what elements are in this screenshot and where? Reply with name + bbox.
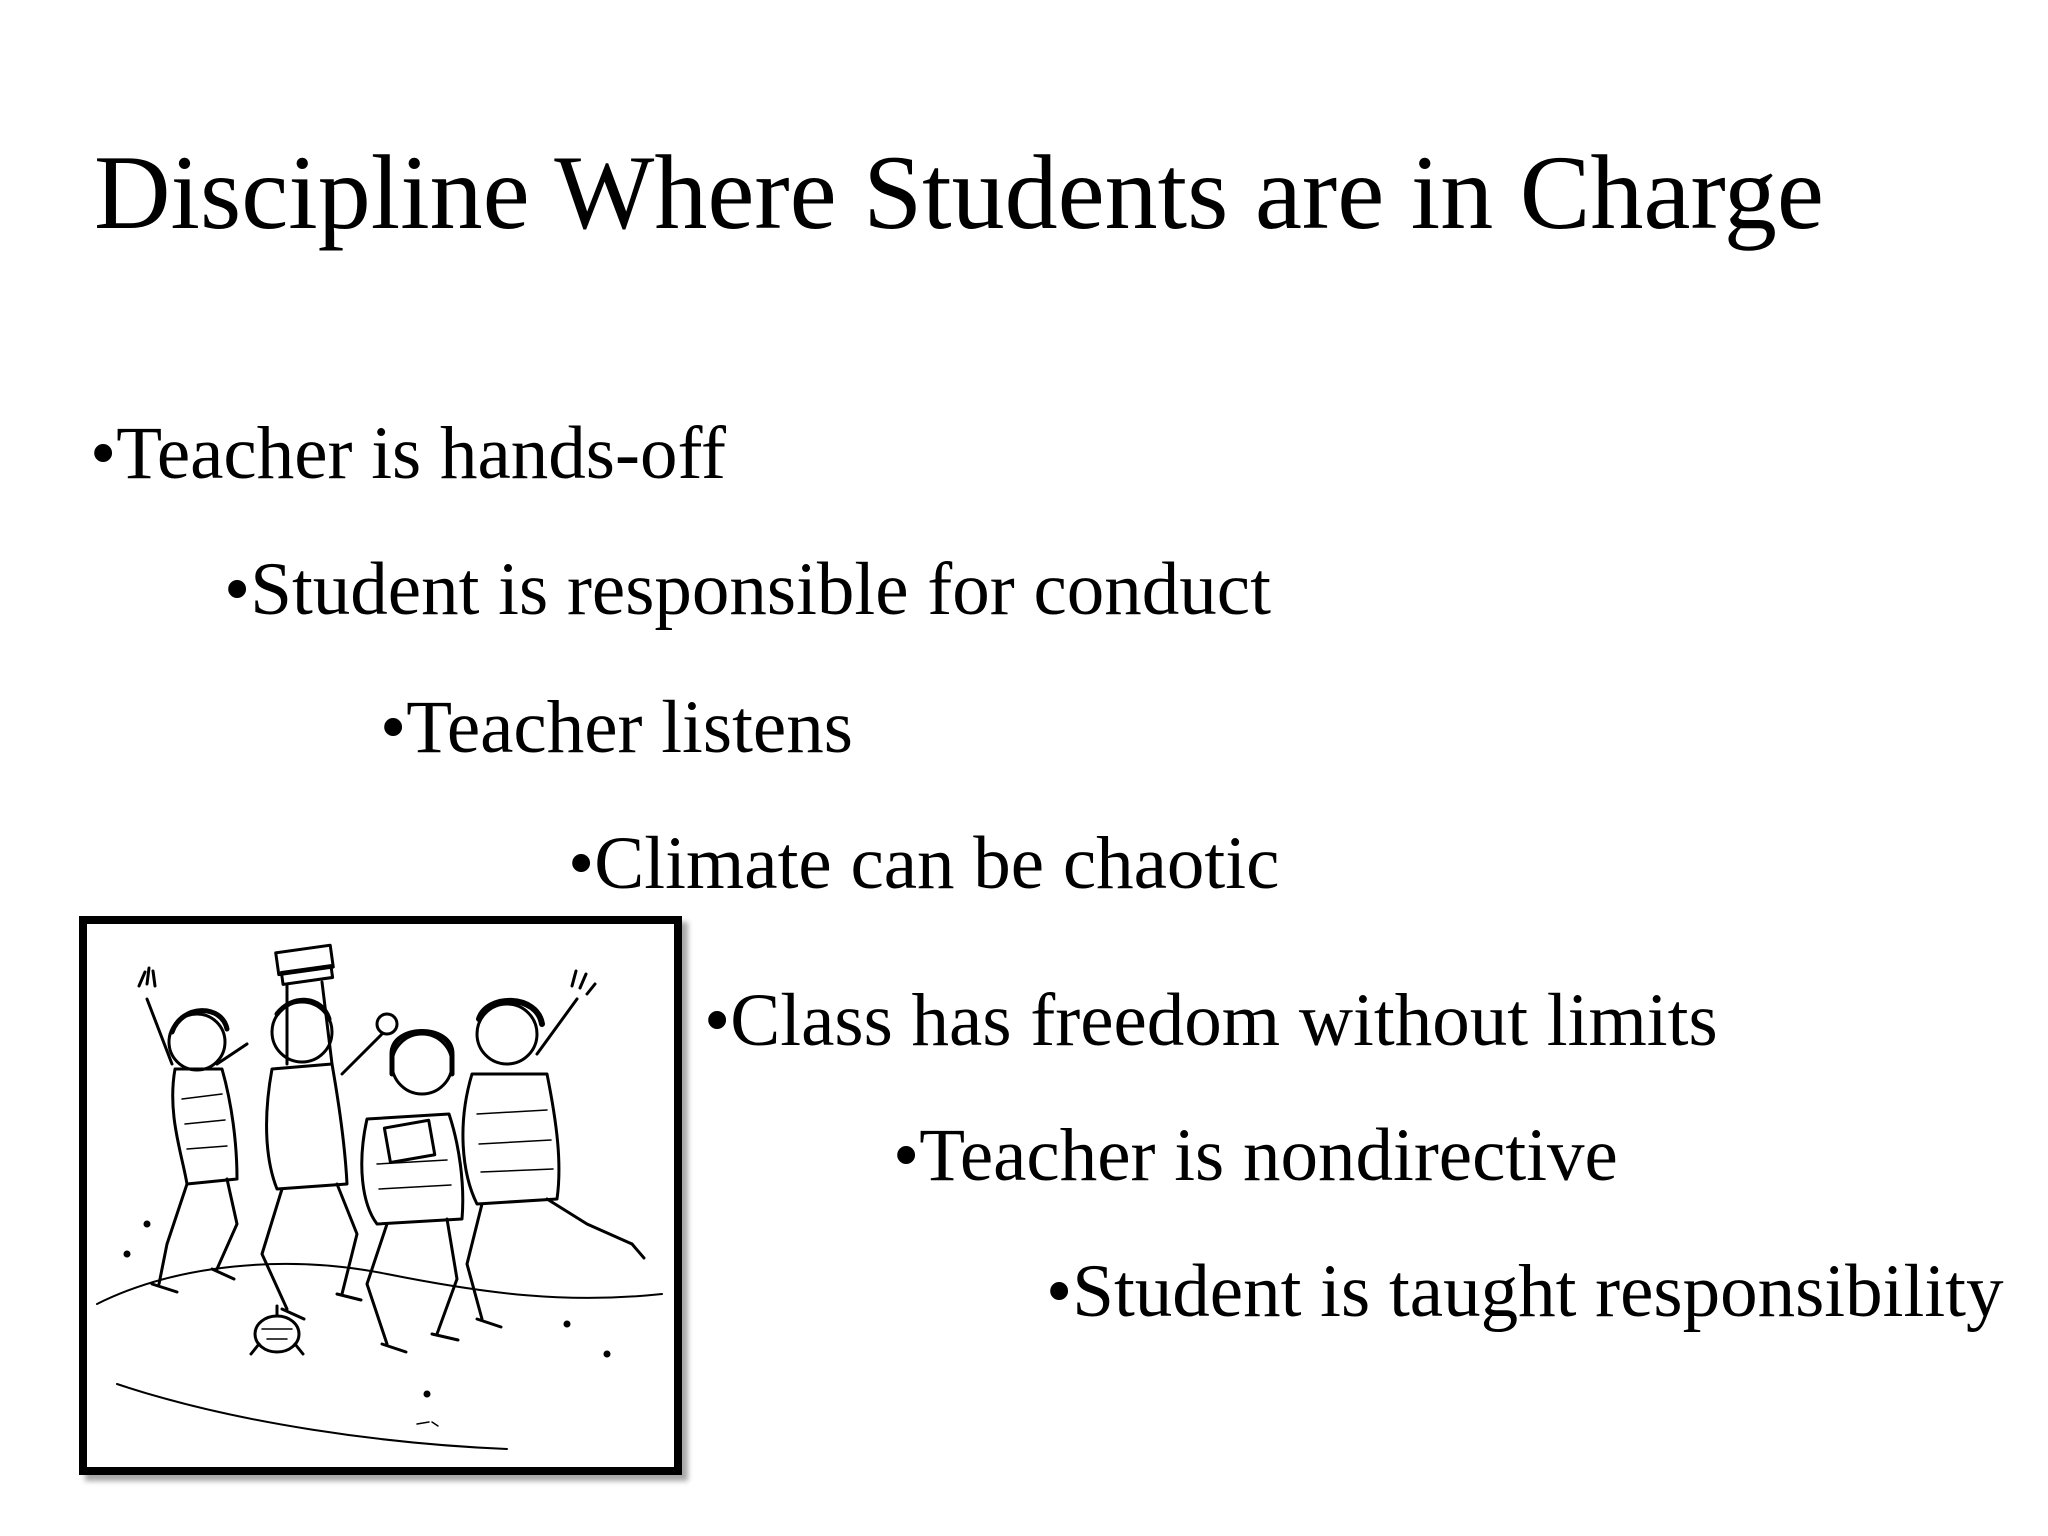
bullet-teacher-hands-off: •Teacher is hands-off bbox=[90, 412, 727, 495]
slide-title: Discipline Where Students are in Charge bbox=[94, 134, 1824, 251]
bullet-teacher-nondirective: •Teacher is nondirective bbox=[893, 1114, 1618, 1197]
bullet-class-freedom: •Class has freedom without limits bbox=[704, 979, 1718, 1062]
bullet-student-taught-responsibility: •Student is taught responsibility bbox=[1046, 1250, 2004, 1333]
illustration-frame bbox=[79, 916, 682, 1475]
bullet-student-responsible: •Student is responsible for conduct bbox=[224, 548, 1271, 631]
children-running-illustration-icon bbox=[87, 924, 674, 1467]
bullet-climate-chaotic: •Climate can be chaotic bbox=[568, 822, 1280, 905]
bullet-teacher-listens: •Teacher listens bbox=[380, 686, 853, 769]
